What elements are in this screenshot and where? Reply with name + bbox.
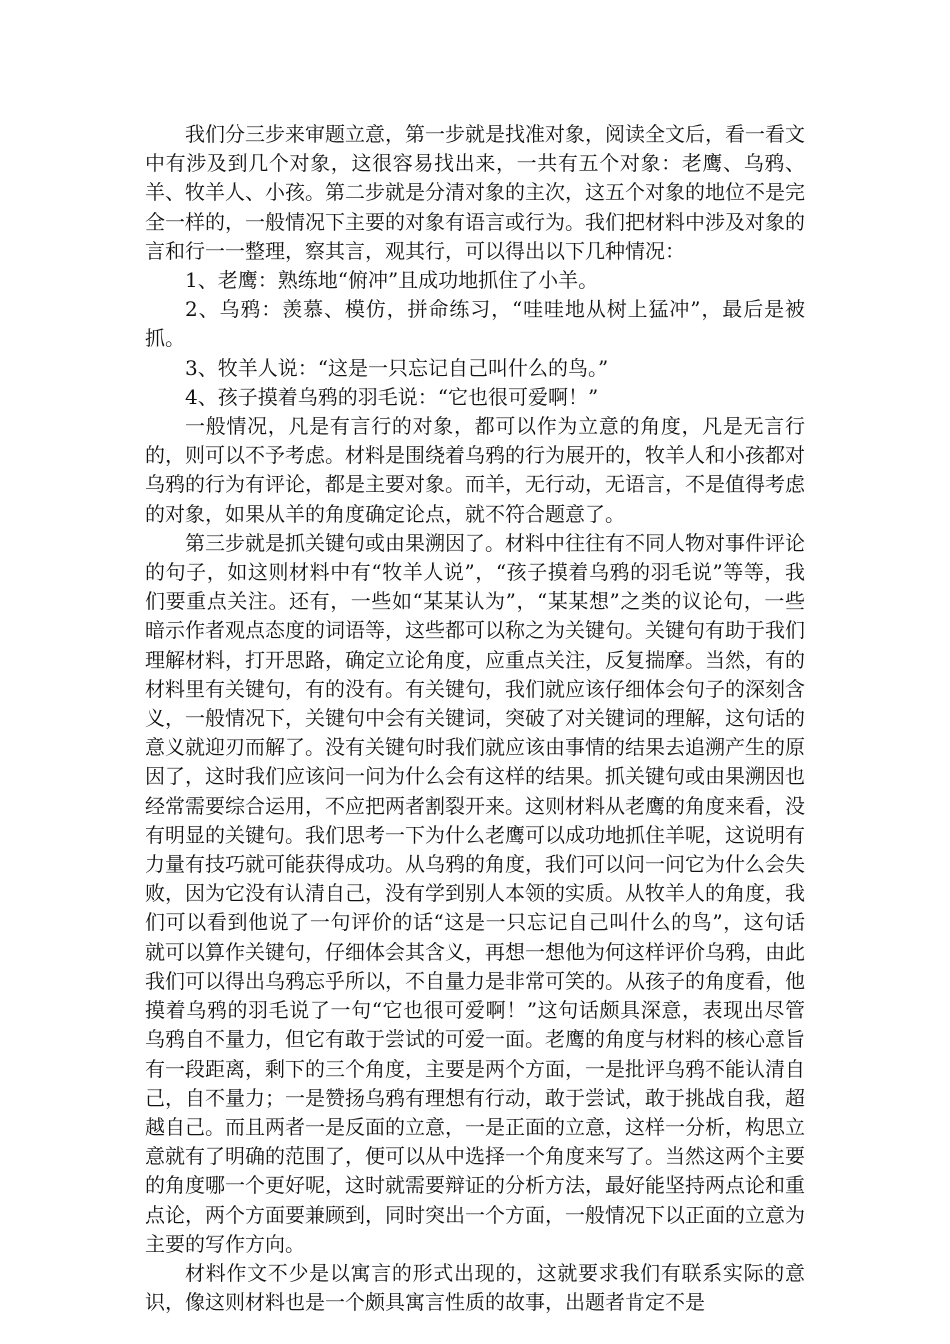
paragraph-fable: 材料作文不少是以寓言的形式出现的，这就要求我们有联系实际的意识，像这则材料也是一个颇具寓言性质的故事，出题者肯定不是 bbox=[145, 1260, 805, 1315]
paragraph-item-crow: 2、乌鸦：羡慕、模仿，拼命练习，“哇哇地从树上猛冲”，最后是被抓。 bbox=[145, 297, 805, 351]
paragraph-general: 一般情况，凡是有言行的对象，都可以作为立意的角度，凡是无言行的，则可以不予考虑。材料是围绕着乌鸦的行为展开的，牧羊人和小孩都对乌鸦的行为有评论，都是主要对象。而羊，无行动，无语言，不是值得考虑的对象，如果从羊的角度确定论点，就不符合题意了。 bbox=[145, 414, 805, 526]
document-body bbox=[145, 120, 805, 1317]
paragraph-item-eagle: 1、老鹰：熟练地“俯冲”且成功地抓住了小羊。 bbox=[185, 268, 599, 293]
paragraph-item-shepherd: 3、牧羊人说：“这是一只忘记自己叫什么的鸟。” bbox=[185, 355, 609, 380]
paragraph-item-child: 4、孩子摸着乌鸦的羽毛说：“它也很可爱啊！” bbox=[185, 384, 599, 409]
paragraph-step-three: 第三步就是抓关键句或由果溯因了。材料中往往有不同人物对事件评论的句子，如这则材料中有“牧羊人说”，“孩子摸着乌鸦的羽毛说”等等，我们要重点关注。还有，一些如“某某认为”，“某某想”之类的议论句，一些暗示作者观点态度的词语等，这些都可以称之为关键句。关键句有助于我们理解材料，打开思路，确定立论角度，应重点关注，反复揣摩。当然，有的材料里有关键句，有的没有。有关键句，我们就应该仔细体会句子的深刻含义，一般情况下，关键句中会有关键词，突破了对关键词的理解，这句话的意义就迎刃而解了。没有关键句时我们就应该由事情的结果去追溯产生的原因了，这时我们应该问一问为什么会有这样的结果。抓关键句或由果溯因也经常需要综合运用，不应把两者割裂开来。这则材料从老鹰的角度来看，没有明显的关键句。我们思考一下为什么老鹰可以成功地抓住羊呢，这说明有力量有技巧就可能获得成功。从乌鸦的角度，我们可以问一问它为什么会失败，因为它没有认清自己，没有学到别人本领的实质。从牧羊人的角度，我们可以看到他说了一句评价的话“这是一只忘记自己叫什么的鸟”，这句话就可以算作关键句，仔细体会其含义，再想一想他为何这样评价乌鸦，由此我们可以得出乌鸦忘乎所以，不自量力是非常可笑的。从孩子的角度看，他摸着乌鸦的羽毛说了一句“它也很可爱啊！”这句话颇具深意，表现出尽管乌鸦自不量力，但它有敢于尝试的可爱一面。老鹰的角度与材料的核心意旨有一段距离，剩下的三个角度，主要是两个方面，一是批评乌鸦不能认清自己，自不量力；一是赞扬乌鸦有理想有行动，敢于尝试，敢于挑战自我，超越自己。而且两者一是反面的立意，一是正面的立意，这样一分析，构思立意就有了明确的范围了，便可以从中选择一个角度来写了。当然这两个主要的角度哪一个更好呢，这时就需要辩证的分析方法，最好能坚持两点论和重点论，两个方面要兼顾到，同时突出一个方面，一般情况下以正面的立意为主要的写作方向。 bbox=[145, 530, 805, 1256]
paragraph-intro: 我们分三步来审题立意，第一步就是找准对象，阅读全文后，看一看文中有涉及到几个对象，这很容易找出来，一共有五个对象：老鹰、乌鸦、羊、牧羊人、小孩。第二步就是分清对象的主次，这五个对象的地位不是完全一样的，一般情况下主要的对象有语言或行为。我们把材料中涉及对象的言和行一一整理，察其言，观其行，可以得出以下几种情况： bbox=[145, 122, 805, 263]
